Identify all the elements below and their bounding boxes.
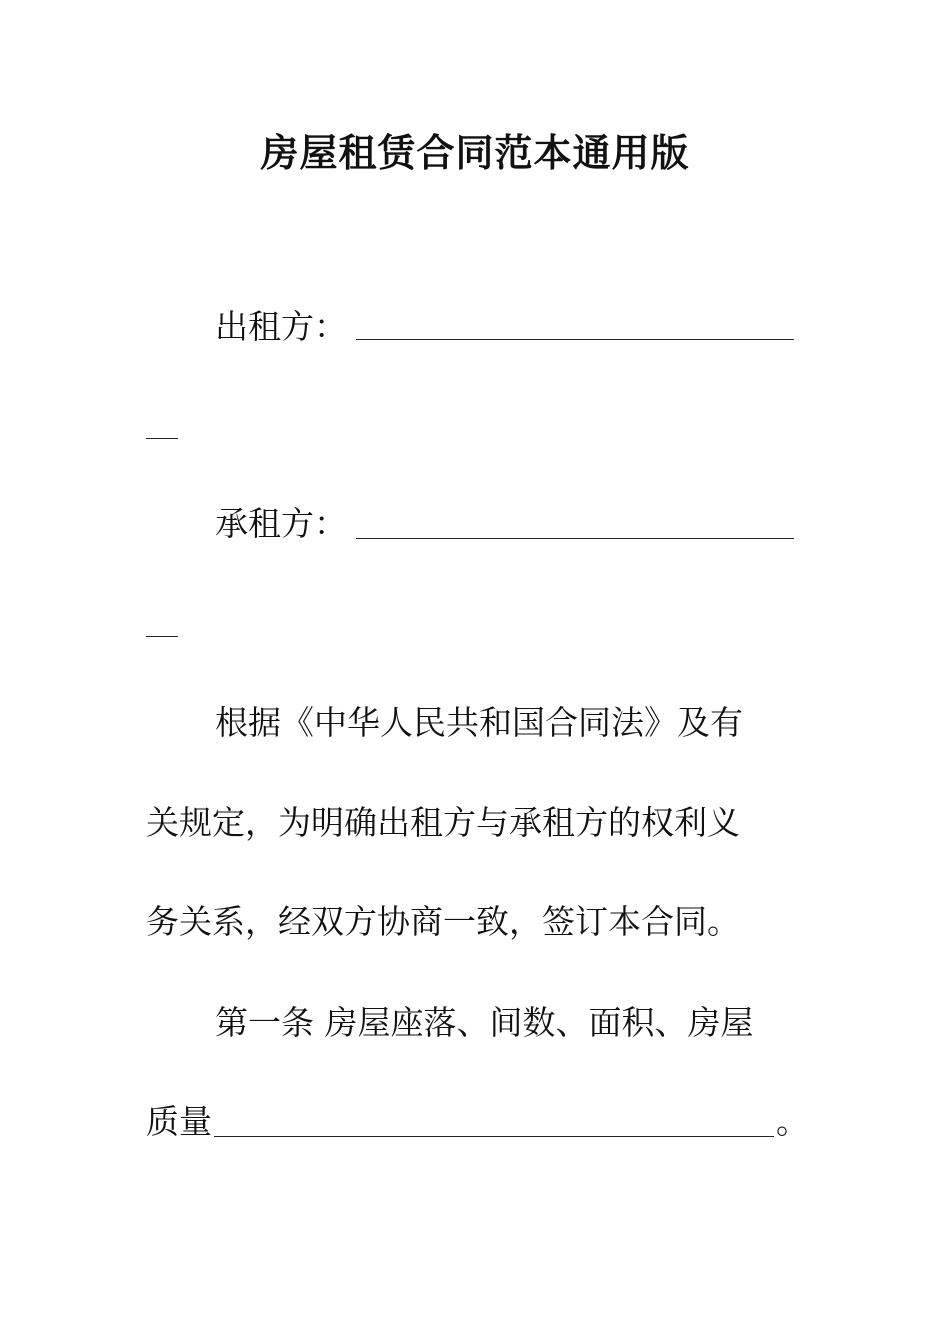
preamble-line-2: 关规定，为明确出租方与承租方的权利义 — [146, 803, 740, 842]
article-1-suffix: 。 — [776, 1102, 809, 1141]
lessor-label: 出租方： — [215, 307, 347, 346]
lessee-blank[interactable] — [356, 538, 794, 539]
lessor-line — [215, 305, 347, 349]
document-title: 房屋租赁合同范本通用版 — [260, 131, 690, 175]
lessee-line — [215, 502, 347, 546]
article-1-line-1: 第一条 房屋座落、间数、面积、房屋 — [215, 1003, 754, 1042]
lessee-blank-continuation — [146, 636, 178, 637]
preamble-line-1: 根据《中华人民共和国合同法》及有 — [215, 703, 743, 742]
article-1-line-2 — [146, 1100, 212, 1144]
lessor-blank[interactable] — [356, 339, 794, 340]
article-1-prefix: 质量 — [146, 1102, 212, 1141]
article-1-blank[interactable] — [214, 1136, 774, 1137]
lessee-label: 承租方： — [215, 504, 347, 543]
preamble-line-3: 务关系，经双方协商一致，签订本合同。 — [146, 902, 740, 941]
lessor-blank-continuation — [146, 438, 178, 439]
